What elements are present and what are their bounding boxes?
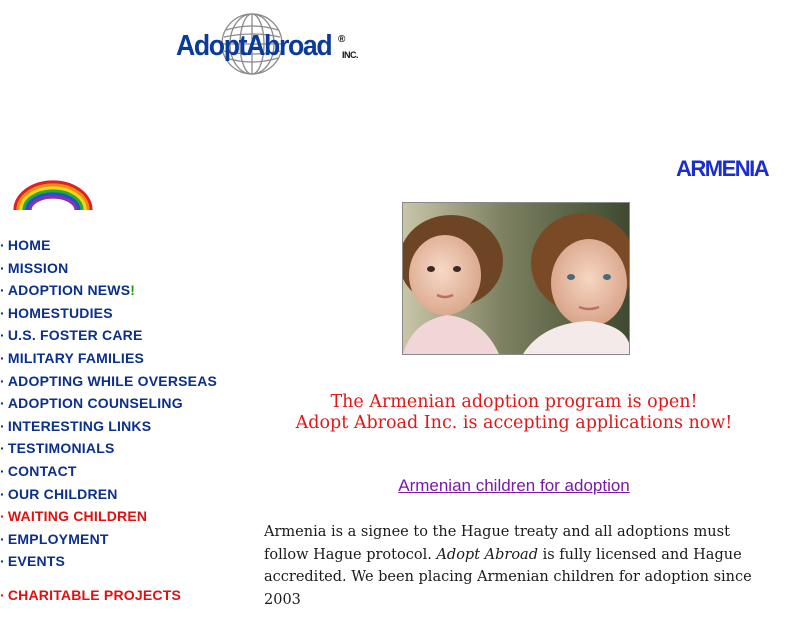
logo-inc: INC. (342, 50, 358, 60)
nav-adoption-counseling[interactable] (0, 392, 260, 415)
nav-bullet: · (0, 395, 5, 412)
nav-adoption-news[interactable] (0, 279, 260, 302)
nav-bullet: · (0, 237, 5, 253)
nav-label: EMPLOYMENT (7, 530, 109, 547)
nav-bullet: · (0, 530, 5, 547)
nav-military-families[interactable] (0, 347, 260, 370)
nav-employment[interactable] (0, 528, 260, 551)
nav-label: INTERESTING LINKS (7, 417, 152, 434)
nav-bullet: · (0, 282, 5, 299)
nav-events[interactable] (0, 550, 260, 573)
nav-label-exclamation: ! (130, 282, 136, 299)
nav-our-children[interactable] (0, 483, 260, 506)
announcement-line-1: The Armenian adoption program is open! (330, 392, 698, 412)
logo-wordmark-adopt: Adopt (176, 30, 247, 62)
nav-bullet: · (0, 349, 5, 366)
nav-bullet: · (0, 508, 5, 525)
nav-label: MILITARY FAMILIES (7, 349, 145, 366)
description-part-1: Armenia is a signee to the Hague treaty and all adoptions must follow Hague protocol. (264, 524, 730, 563)
children-photo-image (403, 203, 629, 354)
sidebar-nav (0, 234, 260, 607)
nav-label: HOMESTUDIES (7, 304, 113, 321)
nav-us-foster-care[interactable] (0, 324, 260, 347)
nav-bullet: · (0, 553, 5, 570)
nav-spacer (0, 573, 260, 584)
nav-interesting-links[interactable] (0, 415, 260, 438)
nav-label: WAITING CHILDREN (7, 508, 148, 525)
armenia-description (264, 521, 774, 611)
nav-bullet: · (0, 586, 5, 603)
armenian-children-link[interactable]: Armenian children for adoption (398, 476, 630, 495)
logo-wordmark (176, 30, 331, 63)
rainbow-icon (12, 178, 94, 212)
nav-label: CHARITABLE PROJECTS (7, 586, 181, 603)
nav-label: EVENTS (7, 553, 66, 570)
description-org-name: Adopt Abroad (436, 546, 538, 563)
adopt-abroad-logo[interactable] (176, 12, 366, 82)
nav-label: U.S. FOSTER CARE (7, 327, 143, 344)
nav-label: HOME (7, 237, 51, 253)
nav-mission[interactable] (0, 257, 260, 280)
page-title: ARMENIA (676, 156, 769, 181)
description-part-2: is fully licensed and Hague accredited. We been placing Armenian children for adoption since 2003 (264, 546, 752, 608)
nav-label: ADOPTING WHILE OVERSEAS (7, 372, 218, 389)
nav-testimonials[interactable] (0, 437, 260, 460)
nav-bullet: · (0, 462, 5, 479)
nav-label: OUR CHILDREN (7, 485, 118, 502)
nav-adopting-while-overseas[interactable] (0, 370, 260, 393)
nav-label: ADOPTION NEWS (7, 282, 131, 299)
nav-label: MISSION (7, 259, 69, 276)
children-photo (402, 202, 630, 355)
nav-homestudies[interactable] (0, 302, 260, 325)
registered-mark: ® (338, 34, 346, 45)
nav-charitable-projects[interactable] (0, 584, 260, 607)
nav-label: ADOPTION COUNSELING (7, 395, 183, 412)
nav-bullet: · (0, 485, 5, 502)
program-announcement (264, 392, 764, 434)
nav-bullet: · (0, 372, 5, 389)
nav-bullet: · (0, 417, 5, 434)
nav-bullet: · (0, 327, 5, 344)
nav-label: CONTACT (7, 462, 77, 479)
nav-waiting-children[interactable] (0, 505, 260, 528)
nav-bullet: · (0, 304, 5, 321)
nav-bullet: · (0, 259, 5, 276)
announcement-line-2: Adopt Abroad Inc. is accepting applications now! (295, 413, 733, 433)
nav-contact[interactable] (0, 460, 260, 483)
nav-label: TESTIMONIALS (7, 440, 115, 457)
logo-wordmark-abroad: Abroad (246, 30, 332, 62)
nav-home[interactable] (0, 234, 260, 257)
nav-bullet: · (0, 440, 5, 457)
